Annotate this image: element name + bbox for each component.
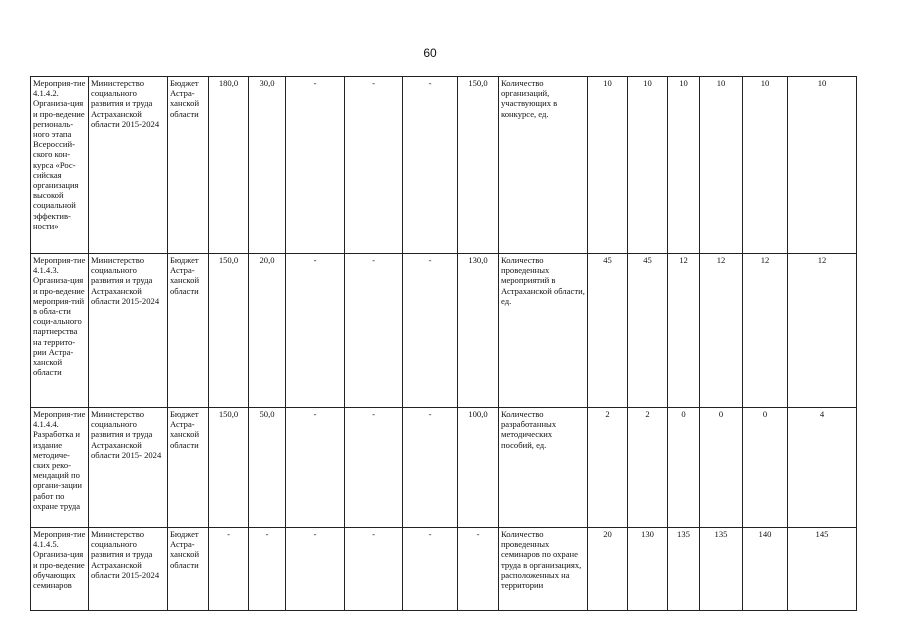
activity-name: Мероприя-тие 4.1.4.4. Разработка и издание методиче-ских реко-мендаций по органи-зации работ по охране труда [31, 408, 89, 528]
activity-executor: Министерство социального развития и труда Астраханской области 2015-2024 [89, 254, 168, 408]
funding-value: 130,0 [458, 254, 499, 408]
funding-value: - [403, 528, 458, 611]
table-row [31, 77, 857, 254]
funding-value: - [286, 254, 345, 408]
funding-value: - [209, 528, 249, 611]
funding-value: - [458, 528, 499, 611]
indicator-value: 0 [743, 408, 788, 528]
indicator-value: 12 [788, 254, 857, 408]
activity-name: Мероприя-тие 4.1.4.3. Организа-ция и про-ведение мероприя-тий в обла-сти соци-ального партнерства на террито-рии Астра-ханской области [31, 254, 89, 408]
indicator-value: 10 [588, 77, 628, 254]
funding-value: - [345, 528, 403, 611]
funding-value: 50,0 [249, 408, 286, 528]
activity-name: Мероприя-тие 4.1.4.5. Организа-ция и про-ведение обучающих семинаров [31, 528, 89, 611]
indicator-value: 2 [588, 408, 628, 528]
activity-executor: Министерство социального развития и труда Астраханской области 2015-2024 [89, 77, 168, 254]
indicator-name: Количество организаций, участвующих в конкурсе, ед. [499, 77, 588, 254]
funding-source: Бюджет Астра-ханской области [168, 408, 209, 528]
indicator-value: 140 [743, 528, 788, 611]
indicator-value: 20 [588, 528, 628, 611]
indicator-value: 145 [788, 528, 857, 611]
funding-value: - [345, 254, 403, 408]
funding-value: - [403, 77, 458, 254]
indicator-value: 12 [668, 254, 700, 408]
activity-executor: Министерство социального развития и труда Астраханской области 2015- 2024 [89, 408, 168, 528]
indicator-value: 45 [588, 254, 628, 408]
indicator-value: 135 [700, 528, 743, 611]
indicator-value: 10 [743, 77, 788, 254]
funding-source: Бюджет Астра-ханской области [168, 528, 209, 611]
funding-value: 100,0 [458, 408, 499, 528]
funding-value: - [403, 254, 458, 408]
indicator-value: 0 [668, 408, 700, 528]
funding-value: 150,0 [458, 77, 499, 254]
program-activities-table [30, 76, 857, 611]
funding-value: 180,0 [209, 77, 249, 254]
indicator-value: 130 [628, 528, 668, 611]
funding-value: - [286, 408, 345, 528]
indicator-value: 12 [743, 254, 788, 408]
funding-value: 30,0 [249, 77, 286, 254]
indicator-value: 45 [628, 254, 668, 408]
indicator-name: Количество проведенных семинаров по охране труда в организациях, расположенных на территории [499, 528, 588, 611]
funding-value: 150,0 [209, 408, 249, 528]
indicator-value: 2 [628, 408, 668, 528]
indicator-value: 4 [788, 408, 857, 528]
funding-value: - [403, 408, 458, 528]
indicator-value: 10 [788, 77, 857, 254]
funding-value: 150,0 [209, 254, 249, 408]
funding-value: 20,0 [249, 254, 286, 408]
indicator-value: 12 [700, 254, 743, 408]
funding-value: - [345, 408, 403, 528]
indicator-value: 10 [668, 77, 700, 254]
indicator-value: 10 [700, 77, 743, 254]
funding-source: Бюджет Астра-ханской области [168, 77, 209, 254]
activity-name: Мероприя-тие 4.1.4.2. Организа-ция и про-ведение региональ-ного этапа Всероссий-ского кон-курса «Рос-сийская организация высокой социальной эффектив-ности» [31, 77, 89, 254]
indicator-name: Количество проведенных мероприятий в Астраханской области, ед. [499, 254, 588, 408]
indicator-value: 10 [628, 77, 668, 254]
funding-value: - [286, 77, 345, 254]
indicator-value: 0 [700, 408, 743, 528]
funding-value: - [286, 528, 345, 611]
table-row [31, 528, 857, 611]
funding-value: - [345, 77, 403, 254]
page-number: 60 [423, 46, 437, 60]
indicator-value: 135 [668, 528, 700, 611]
funding-value: - [249, 528, 286, 611]
table-row [31, 254, 857, 408]
table-row [31, 408, 857, 528]
funding-source: Бюджет Астра-ханской области [168, 254, 209, 408]
activity-executor: Министерство социального развития и труда Астраханской области 2015-2024 [89, 528, 168, 611]
indicator-name: Количество разработанных методических пособий, ед. [499, 408, 588, 528]
